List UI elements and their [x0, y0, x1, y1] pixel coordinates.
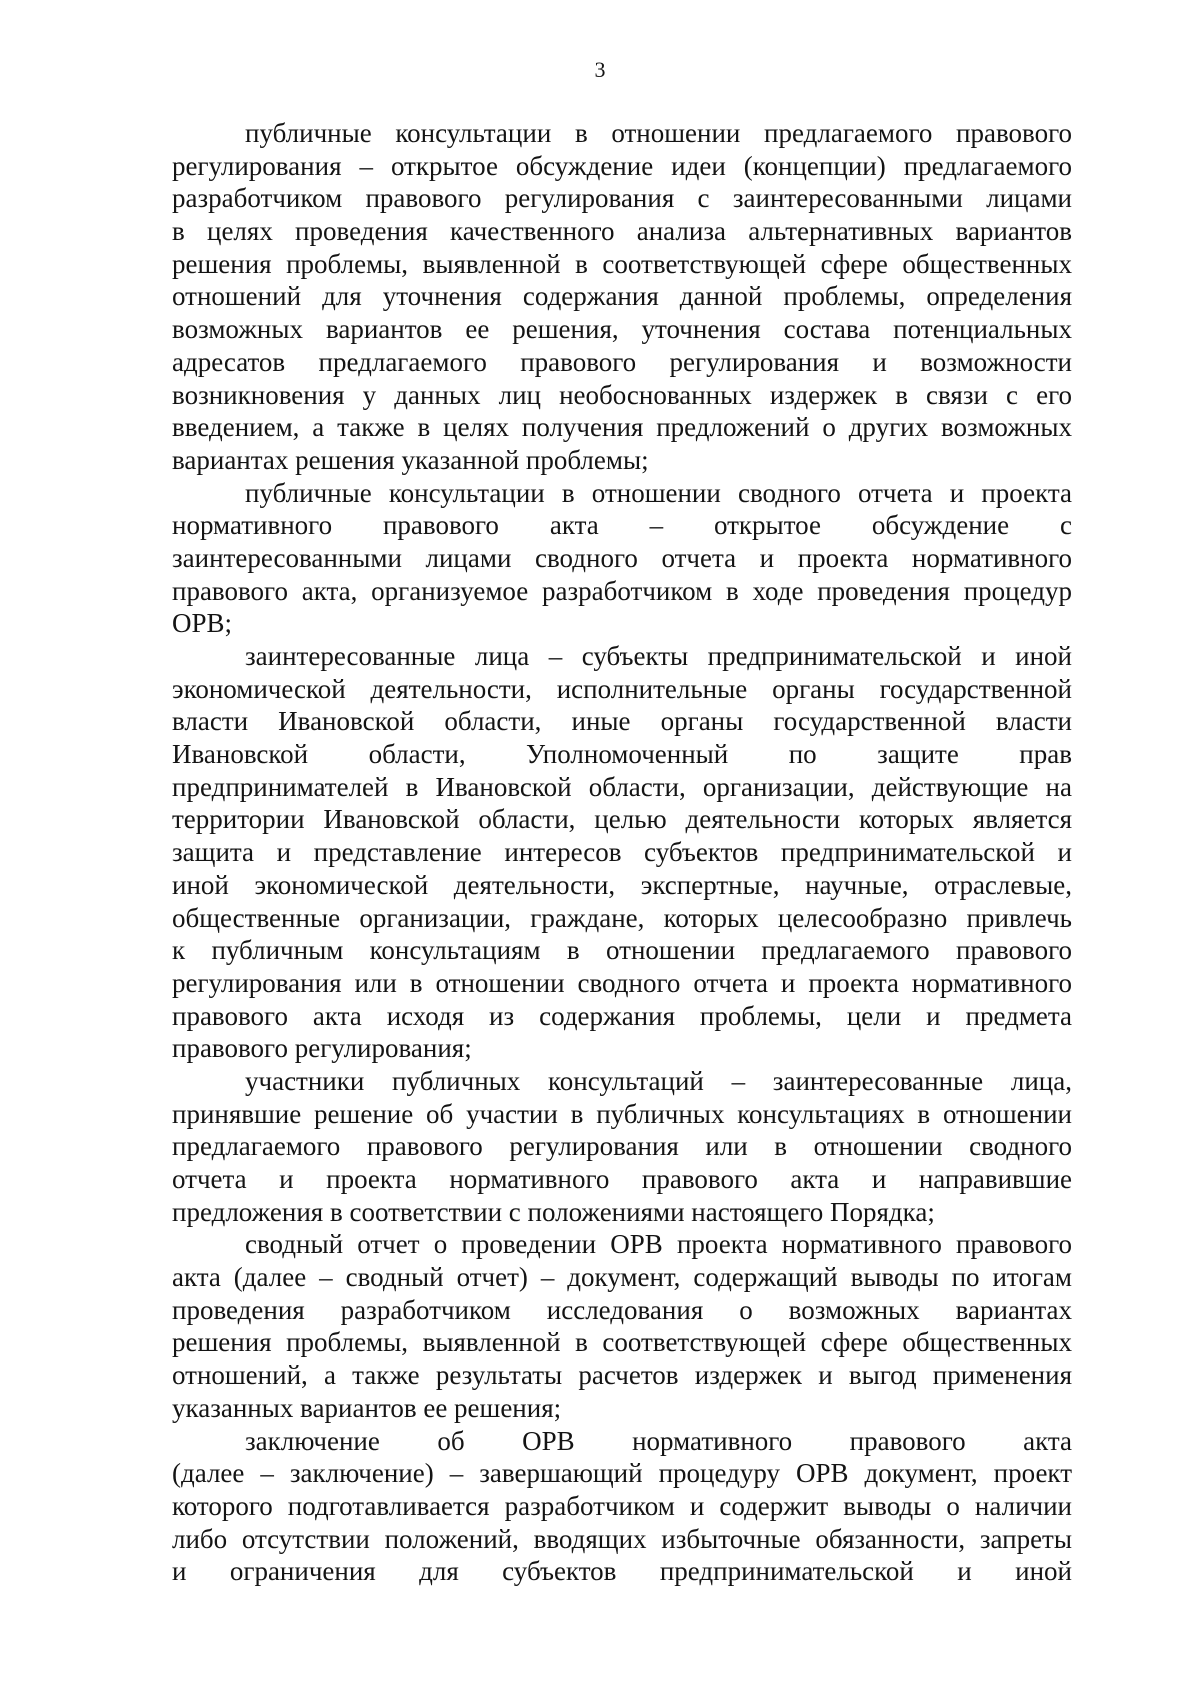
paragraph [172, 1425, 1072, 1588]
text-line: общественные организации, граждане, которых целесообразно привлечь [172, 902, 1072, 933]
text-line: публичные консультации в отношении сводного отчета и проекта [245, 477, 1072, 508]
text-line: которого подготавливается разработчиком и содержит выводы о наличии [172, 1490, 1072, 1521]
text-line: (далее – заключение) – завершающий процедуру ОРВ документ, проект [172, 1458, 1072, 1489]
text-line: заинтересованные лица – субъекты предпринимательской и иной [245, 641, 1072, 671]
text-line: нормативного правового акта – открытое обсуждение с [172, 510, 1072, 541]
text-line: Ивановской области, Уполномоченный по защите прав [172, 739, 1072, 770]
text-line: участники публичных консультаций – заинтересованные лица, [245, 1065, 1072, 1096]
text-line: правового акта, организуемое разработчиком в ходе проведения процедур [172, 575, 1072, 606]
text-line: указанных вариантов ее решения; [172, 1392, 562, 1423]
text-line: регулирования – открытое обсуждение идеи (концепции) предлагаемого [172, 150, 1072, 181]
paragraph [172, 1228, 1072, 1424]
text-line: заключение об ОРВ нормативного правового акта [245, 1425, 1072, 1456]
text-line: правового регулирования; [172, 1033, 472, 1064]
text-line: территории Ивановской области, целью деятельности которых является [172, 804, 1072, 835]
text-line: либо отсутствии положений, вводящих избыточные обязанности, запреты [172, 1523, 1072, 1554]
page-number: 3 [594, 57, 606, 82]
text-line: отношений для уточнения содержания данной проблемы, определения [172, 281, 1072, 312]
paragraph [172, 477, 1072, 640]
text-line: отношений, а также результаты расчетов издержек и выгод применения [172, 1360, 1072, 1391]
text-line: заинтересованными лицами сводного отчета и проекта нормативного [172, 542, 1072, 573]
text-line: иной экономической деятельности, экспертные, научные, отраслевые, [172, 869, 1072, 900]
text-line: регулирования или в отношении сводного отчета и проекта нормативного [172, 967, 1072, 998]
text-line: разработчиком правового регулирования с заинтересованными лицами [172, 183, 1072, 214]
paragraph [172, 640, 1072, 1065]
text-line: решения проблемы, выявленной в соответствующей сфере общественных [172, 248, 1072, 279]
text-line: правового акта исходя из содержания проблемы, цели и предмета [172, 1000, 1072, 1031]
text-line: вариантах решения указанной проблемы; [172, 444, 649, 475]
text-line: сводный отчет о проведении ОРВ проекта нормативного правового [245, 1229, 1072, 1260]
text-line: принявшие решение об участии в публичных консультациях в отношении [172, 1098, 1072, 1129]
text-line: защита и представление интересов субъектов предпринимательской и [172, 837, 1072, 868]
text-line: решения проблемы, выявленной в соответствующей сфере общественных [172, 1327, 1072, 1358]
text-line: акта (далее – сводный отчет) – документ, содержащий выводы по итогам [172, 1262, 1072, 1293]
text-line: публичные консультации в отношении предлагаемого правового [245, 118, 1072, 148]
text-line: возникновения у данных лиц необоснованных издержек в связи с его [172, 379, 1072, 410]
text-line: власти Ивановской области, иные органы государственной власти [172, 706, 1072, 737]
text-line: адресатов предлагаемого правового регулирования и возможности [172, 346, 1072, 377]
paragraph [172, 1065, 1072, 1228]
text-line: к публичным консультациям в отношении предлагаемого правового [172, 935, 1072, 966]
text-line: предложения в соответствии с положениями настоящего Порядка; [172, 1196, 935, 1227]
text-line: возможных вариантов ее решения, уточнения состава потенциальных [172, 314, 1072, 345]
text-line: отчета и проекта нормативного правового акта и направившие [172, 1164, 1072, 1194]
text-line: введением, а также в целях получения предложений о других возможных [172, 412, 1072, 443]
text-line: экономической деятельности, исполнительные органы государственной [172, 673, 1072, 704]
text-line: ОРВ; [172, 608, 233, 639]
text-line: и ограничения для субъектов предпринимательской и иной [172, 1556, 1072, 1587]
text-line: предлагаемого правового регулирования или в отношении сводного [172, 1131, 1072, 1162]
document-body [172, 117, 1072, 1588]
text-line: предпринимателей в Ивановской области, организации, действующие на [172, 771, 1072, 802]
text-line: в целях проведения качественного анализа альтернативных вариантов [172, 216, 1072, 247]
text-line: проведения разработчиком исследования о возможных вариантах [172, 1294, 1072, 1325]
paragraph [172, 117, 1072, 477]
